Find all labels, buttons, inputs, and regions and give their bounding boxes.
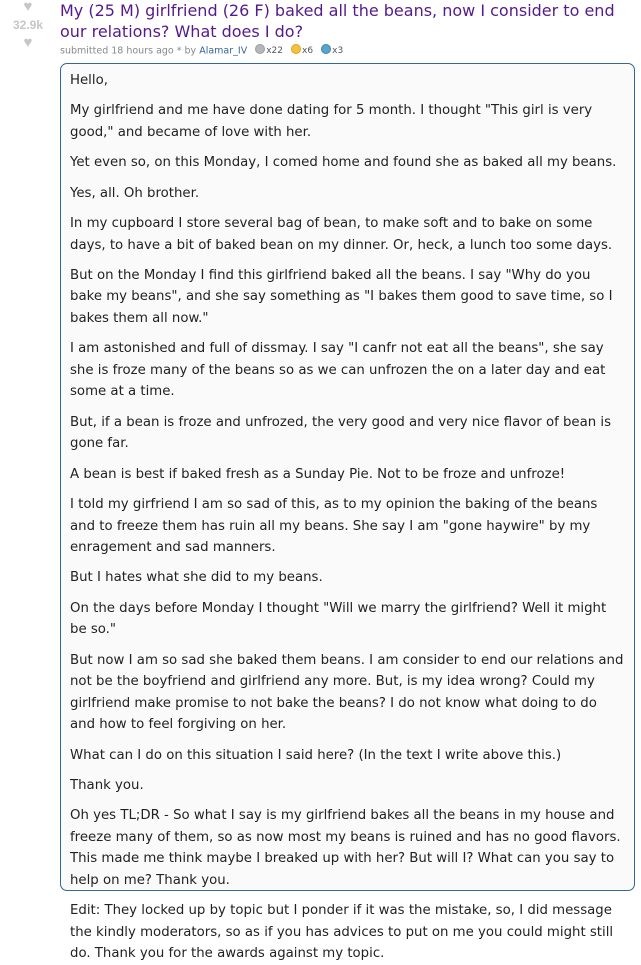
post-title-link[interactable]: My (25 M) girlfriend (26 F) baked all the beans, now I consider to end our relations? What does I do? bbox=[60, 1, 615, 41]
post-tagline bbox=[60, 44, 638, 59]
score-count: 32.9k bbox=[12, 18, 44, 32]
post-body bbox=[60, 63, 635, 962]
body-paragraph: Edit: They locked up by topic but I ponder if it was the mistake, so, I did message the kindly moderators, so as if you has advices to put on me you could might still do. Thank you for the awards against my topic. bbox=[70, 903, 614, 962]
gold-award-icon bbox=[291, 44, 301, 54]
body-paragraph: A bean is best if baked fresh as a Sunday Pie. Not to be froze and unfroze! bbox=[70, 466, 566, 482]
body-paragraph: I am astonished and full of dissmay. I say "I canfr not eat all the beans", she say she is froze many of the beans so as we can unfrozen the on a later day and eat some at a time. bbox=[70, 341, 606, 400]
post-content bbox=[60, 0, 638, 962]
body-paragraph: My girlfriend and me have done dating for 5 month. I thought "This girl is very good," and became of love with her. bbox=[70, 103, 593, 140]
platinum-award-icon bbox=[321, 44, 331, 54]
upvote-icon[interactable]: ♥ bbox=[23, 0, 33, 15]
award-count: x3 bbox=[332, 46, 344, 56]
body-paragraph: But I hates what she did to my beans. bbox=[70, 570, 323, 586]
award-gold[interactable] bbox=[291, 44, 313, 58]
body-paragraph: Thank you. bbox=[70, 777, 144, 793]
submitted-text: submitted 18 hours ago * by bbox=[60, 45, 200, 57]
body-paragraph: But, if a bean is froze and unfrozed, the very good and very nice flavor of bean is gone far. bbox=[70, 414, 612, 452]
body-paragraph: What can I do on this situation I said here? (In the text I write above this.) bbox=[70, 747, 562, 763]
body-paragraph: But now I am so sad she baked them beans. I am consider to end our relations and not be the boyfriend and girlfriend any more. But, is my idea wrong? Could my girlfriend make promise to not bake the beans? I do not know what doing to do and how to feel forgiving on her. bbox=[70, 652, 624, 733]
body-paragraph: Oh yes TL;DR - So what I say is my girlfriend bakes all the beans in my house and freeze many of them, so as now most my beans is ruined and has no good flavors. This made me think maybe I breaked up with her? But will I? What can you say to help on me? Thank you. bbox=[70, 808, 621, 888]
vote-column bbox=[0, 0, 56, 50]
body-paragraph: On the days before Monday I thought "Will we marry the girlfriend? Well it might be so." bbox=[70, 600, 607, 638]
downvote-icon[interactable]: ♥ bbox=[23, 34, 33, 51]
body-paragraph: Yet even so, on this Monday, I comed home and found she as baked all my beans. bbox=[70, 155, 617, 171]
award-count: x22 bbox=[266, 46, 284, 56]
body-paragraph: In my cupboard I store several bag of bean, to make soft and to bake on some days, to have a bit of baked bean on my dinner. Or, heck, a lunch too some days. bbox=[70, 216, 613, 253]
body-paragraph: Hello, bbox=[70, 73, 108, 88]
body-paragraph: Yes, all. Oh brother. bbox=[70, 185, 200, 201]
award-count: x6 bbox=[302, 46, 314, 56]
author-link[interactable]: Alamar_IV bbox=[199, 45, 248, 57]
award-platinum[interactable] bbox=[321, 44, 343, 58]
body-paragraph: I told my girfriend I am so sad of this, as to my opinion the baking of the beans and to freeze them has ruin all my beans. She say I am "gone haywire" by my enragement and sad manners. bbox=[70, 497, 598, 556]
silver-award-icon bbox=[255, 44, 265, 54]
award-silver[interactable] bbox=[255, 44, 283, 58]
body-paragraph: But on the Monday I find this girlfriend baked all the beans. I say "Why do you bake my beans", and she say something as "I bakes them good to save time, so I bakes them all now." bbox=[70, 267, 613, 326]
